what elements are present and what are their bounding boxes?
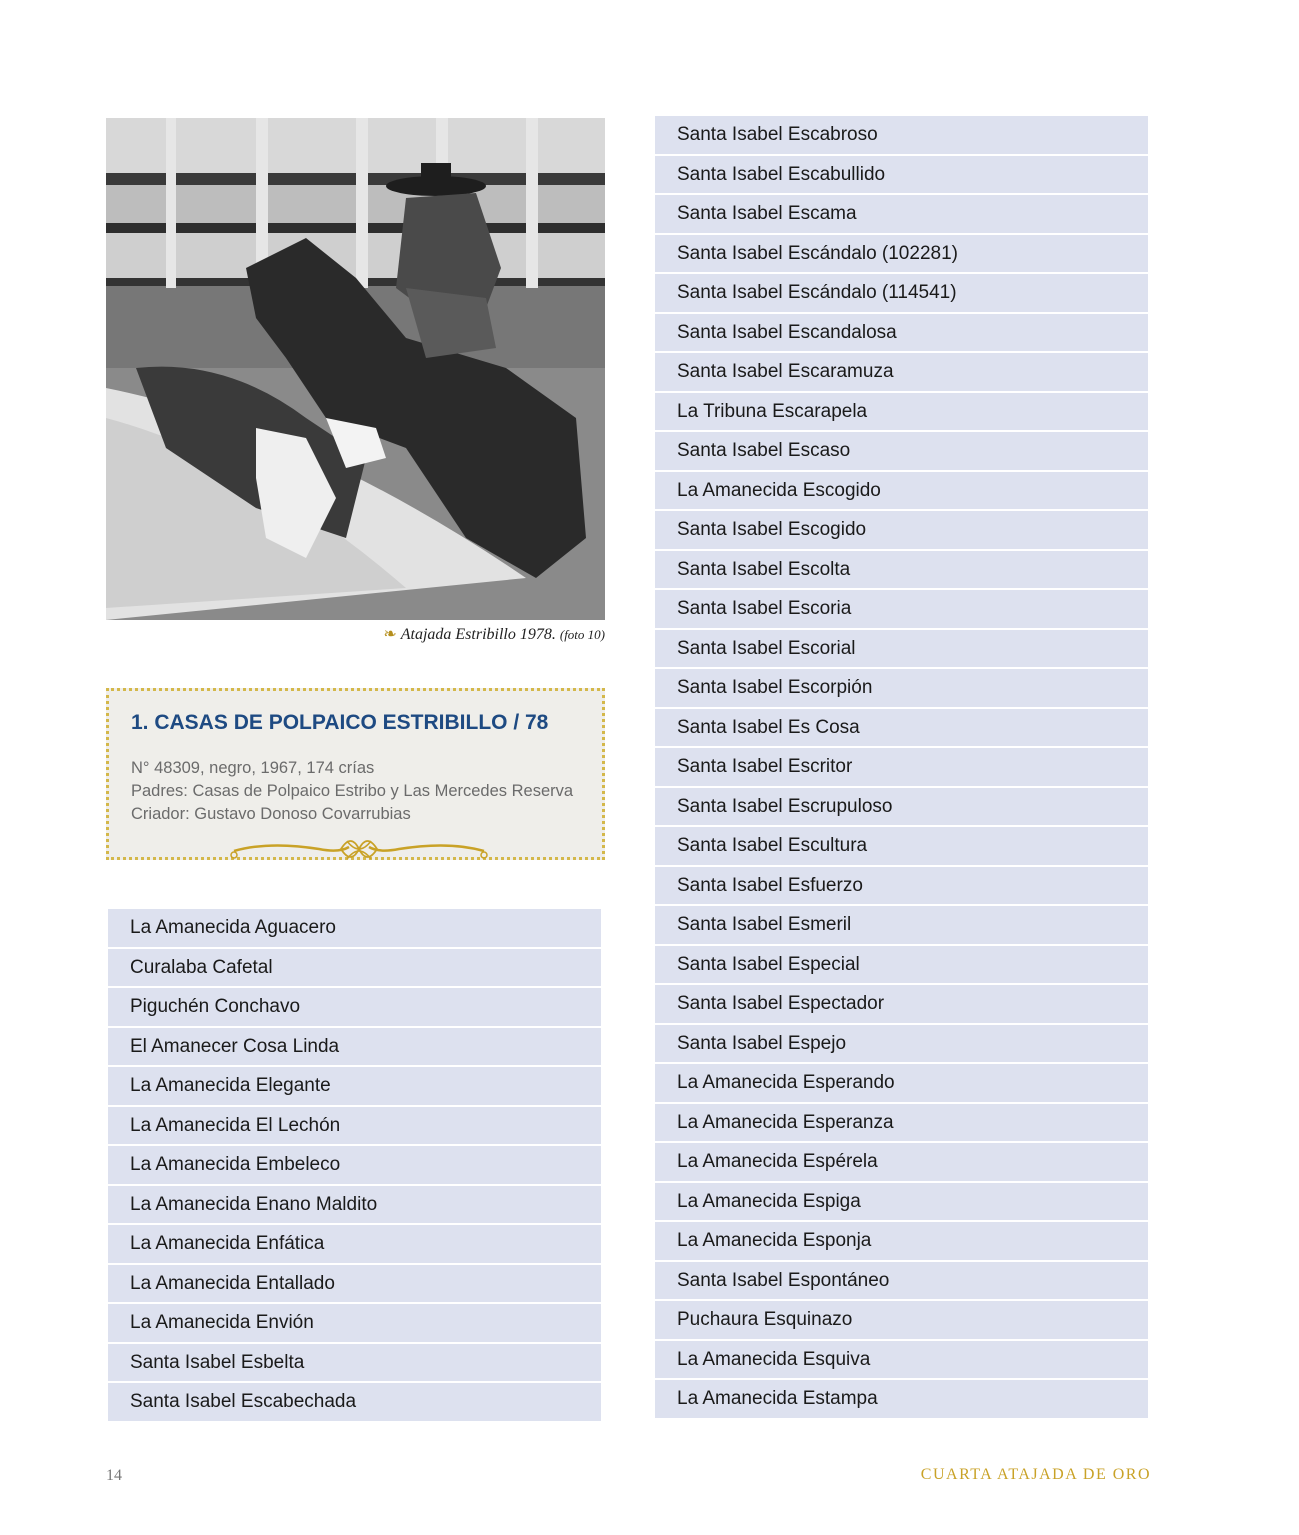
leaf-ornament-icon: ❧ [383,626,397,643]
stallion-parents: Padres: Casas de Polpaico Estribo y Las Mercedes Reserva [131,782,574,800]
list-item: Santa Isabel Escritor [655,748,1148,786]
flourish-ornament-icon [229,833,489,867]
list-item: Santa Isabel Espejo [655,1025,1148,1063]
stallion-title: 1. CASAS DE POLPAICO ESTRIBILLO / 78 [131,711,549,734]
list-item: Santa Isabel Escaramuza [655,353,1148,391]
list-item: Santa Isabel Esbelta [108,1344,601,1382]
list-item: Santa Isabel Escabechada [108,1383,601,1421]
list-item: Santa Isabel Escogido [655,511,1148,549]
rodeo-photo [106,118,605,620]
list-item: Santa Isabel Escándalo (102281) [655,235,1148,273]
offspring-list-left [108,909,601,1423]
list-item: Puchaura Esquinazo [655,1301,1148,1339]
list-item: Santa Isabel Escorial [655,630,1148,668]
list-item: Santa Isabel Escolta [655,551,1148,589]
list-item: La Amanecida Esponja [655,1222,1148,1260]
horse-rider-illustration [106,118,605,620]
list-item: La Amanecida Enano Maldito [108,1186,601,1224]
list-item: Santa Isabel Esmeril [655,906,1148,944]
list-item: Santa Isabel Es Cosa [655,709,1148,747]
list-item: La Amanecida Espiga [655,1183,1148,1221]
list-item: La Amanecida Estampa [655,1380,1148,1418]
list-item: La Amanecida Envión [108,1304,601,1342]
stallion-registration: N° 48309, negro, 1967, 174 crías [131,759,375,777]
list-item: El Amanecer Cosa Linda [108,1028,601,1066]
list-item: La Amanecida Esquiva [655,1341,1148,1379]
list-item: Piguchén Conchavo [108,988,601,1026]
stallion-details [131,757,573,826]
stallion-breeder: Criador: Gustavo Donoso Covarrubias [131,805,411,823]
list-item: La Amanecida Esperando [655,1064,1148,1102]
list-item: La Amanecida Esperanza [655,1104,1148,1142]
list-item: Santa Isabel Escandalosa [655,314,1148,352]
list-item: Santa Isabel Escándalo (114541) [655,274,1148,312]
list-item: Santa Isabel Esfuerzo [655,867,1148,905]
photo-caption [300,624,605,644]
list-item: La Amanecida Espérela [655,1143,1148,1181]
list-item: La Amanecida Enfática [108,1225,601,1263]
list-item: La Amanecida Elegante [108,1067,601,1105]
list-item: Santa Isabel Escoria [655,590,1148,628]
list-item: La Amanecida Escogido [655,472,1148,510]
list-item: La Tribuna Escarapela [655,393,1148,431]
list-item: Santa Isabel Escabullido [655,156,1148,194]
list-item: Santa Isabel Escabroso [655,116,1148,154]
list-item: Santa Isabel Espectador [655,985,1148,1023]
stallion-info-box [106,688,605,860]
list-item: La Amanecida Embeleco [108,1146,601,1184]
list-item: Santa Isabel Especial [655,946,1148,984]
offspring-list-right [655,116,1148,1420]
book-title: CUARTA ATAJADA DE ORO [920,1466,1151,1483]
list-item: Santa Isabel Espontáneo [655,1262,1148,1300]
list-item: Curalaba Cafetal [108,949,601,987]
caption-title: Atajada Estribillo 1978. [400,626,556,643]
list-item: La Amanecida El Lechón [108,1107,601,1145]
list-item: Santa Isabel Escultura [655,827,1148,865]
caption-photo-ref: (foto 10) [559,627,605,642]
page-number: 14 [106,1467,122,1484]
list-item: Santa Isabel Escama [655,195,1148,233]
list-item: Santa Isabel Escorpión [655,669,1148,707]
list-item: La Amanecida Entallado [108,1265,601,1303]
list-item: Santa Isabel Escaso [655,432,1148,470]
list-item: La Amanecida Aguacero [108,909,601,947]
list-item: Santa Isabel Escrupuloso [655,788,1148,826]
